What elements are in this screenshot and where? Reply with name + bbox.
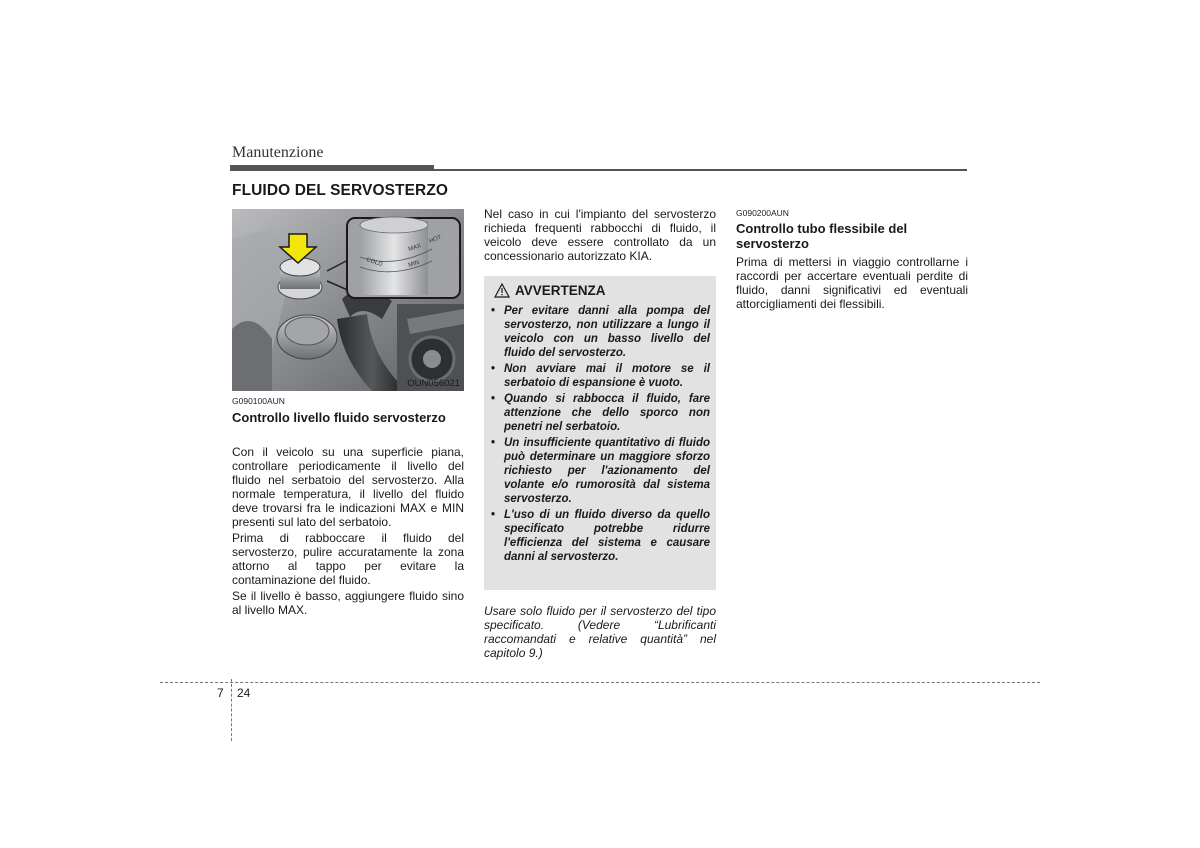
warning-item: • Quando si rabbocca il fluido, fare attenzione che dello sporco non penetri nel serbatoio. [490, 392, 710, 434]
warning-triangle-icon [494, 283, 510, 298]
warning-item: • Un insufficiente quantitativo di fluido può determinare un maggiore sforzo richiesto per l'azionamento del volante e/o rumorosità dal sistema servosterzo. [490, 436, 710, 506]
min-mark-label: MIN [407, 259, 421, 269]
footer-rule [160, 682, 1040, 683]
col1-paragraph: Se il livello è basso, aggiungere fluido sino al livello MAX. [232, 589, 464, 617]
footer-divider [231, 679, 232, 741]
warning-item: • Per evitare danni alla pompa del servosterzo, non utilizzare a lungo il veicolo con un basso livello del fluido del servosterzo. [490, 304, 710, 360]
col1-paragraph: Con il veicolo su una superficie piana, controllare periodicamente il livello del fluido nel serbatoio del servosterzo. Alla normale temperatura, il livello del fluido deve trovarsi fra le indicazioni MAX e MIN presenti sul lato del serbatoio. [232, 445, 464, 529]
figure-code: OUN056021 [407, 378, 460, 389]
warning-box [484, 276, 716, 590]
page-number: 24 [237, 686, 251, 700]
engine-bay-figure [232, 209, 464, 391]
col3-heading: Controllo tubo flessibile del servosterzo [736, 221, 908, 251]
col3-code: G090200AUN [736, 208, 789, 218]
col1-heading: Controllo livello fluido servosterzo [232, 410, 446, 425]
col1-body [232, 445, 464, 619]
warning-list [490, 304, 710, 566]
max-mark-label: MAX [407, 243, 422, 253]
col1-code: G090100AUN [232, 396, 285, 406]
col2-note: Usare solo fluido per il servosterzo del tipo specificato. (Vedere “Lubrificanti raccomandati e relative quantità” nel capitolo 9.) [484, 604, 716, 660]
page-title: FLUIDO DEL SERVOSTERZO [232, 182, 449, 199]
chapter-number: 7 [217, 686, 224, 700]
col3-body: Prima di mettersi in viaggio controllarne i raccordi per accertare eventuali perdite di fluido, danni significativi ed eventuali attorcigliamenti dei flessibili. [736, 255, 968, 311]
engine-bay-illustration [232, 209, 464, 391]
warning-item: • L'uso di un fluido diverso da quello specificato potrebbe ridurre l'efficienza del sistema e causare danni al servosterzo. [490, 508, 710, 564]
hot-mark-label: HOT [428, 234, 443, 245]
col1-paragraph: Prima di rabboccare il fluido del servosterzo, pulire accuratamente la zona attorno al tappo per evitare la contaminazione del fluido. [232, 531, 464, 587]
warning-title: AVVERTENZA [515, 283, 606, 298]
warning-header [494, 283, 606, 298]
col2-intro: Nel caso in cui l'impianto del servosterzo richieda frequenti rabbocchi di fluido, il veicolo deve essere controllato da un concessionario autorizzato KIA. [484, 207, 716, 263]
warning-item: • Non avviare mai il motore se il serbatoio di espansione è vuoto. [490, 362, 710, 390]
section-label: Manutenzione [232, 144, 324, 161]
header-rule-thin [230, 169, 967, 171]
cold-mark-label: COLD [365, 257, 384, 269]
